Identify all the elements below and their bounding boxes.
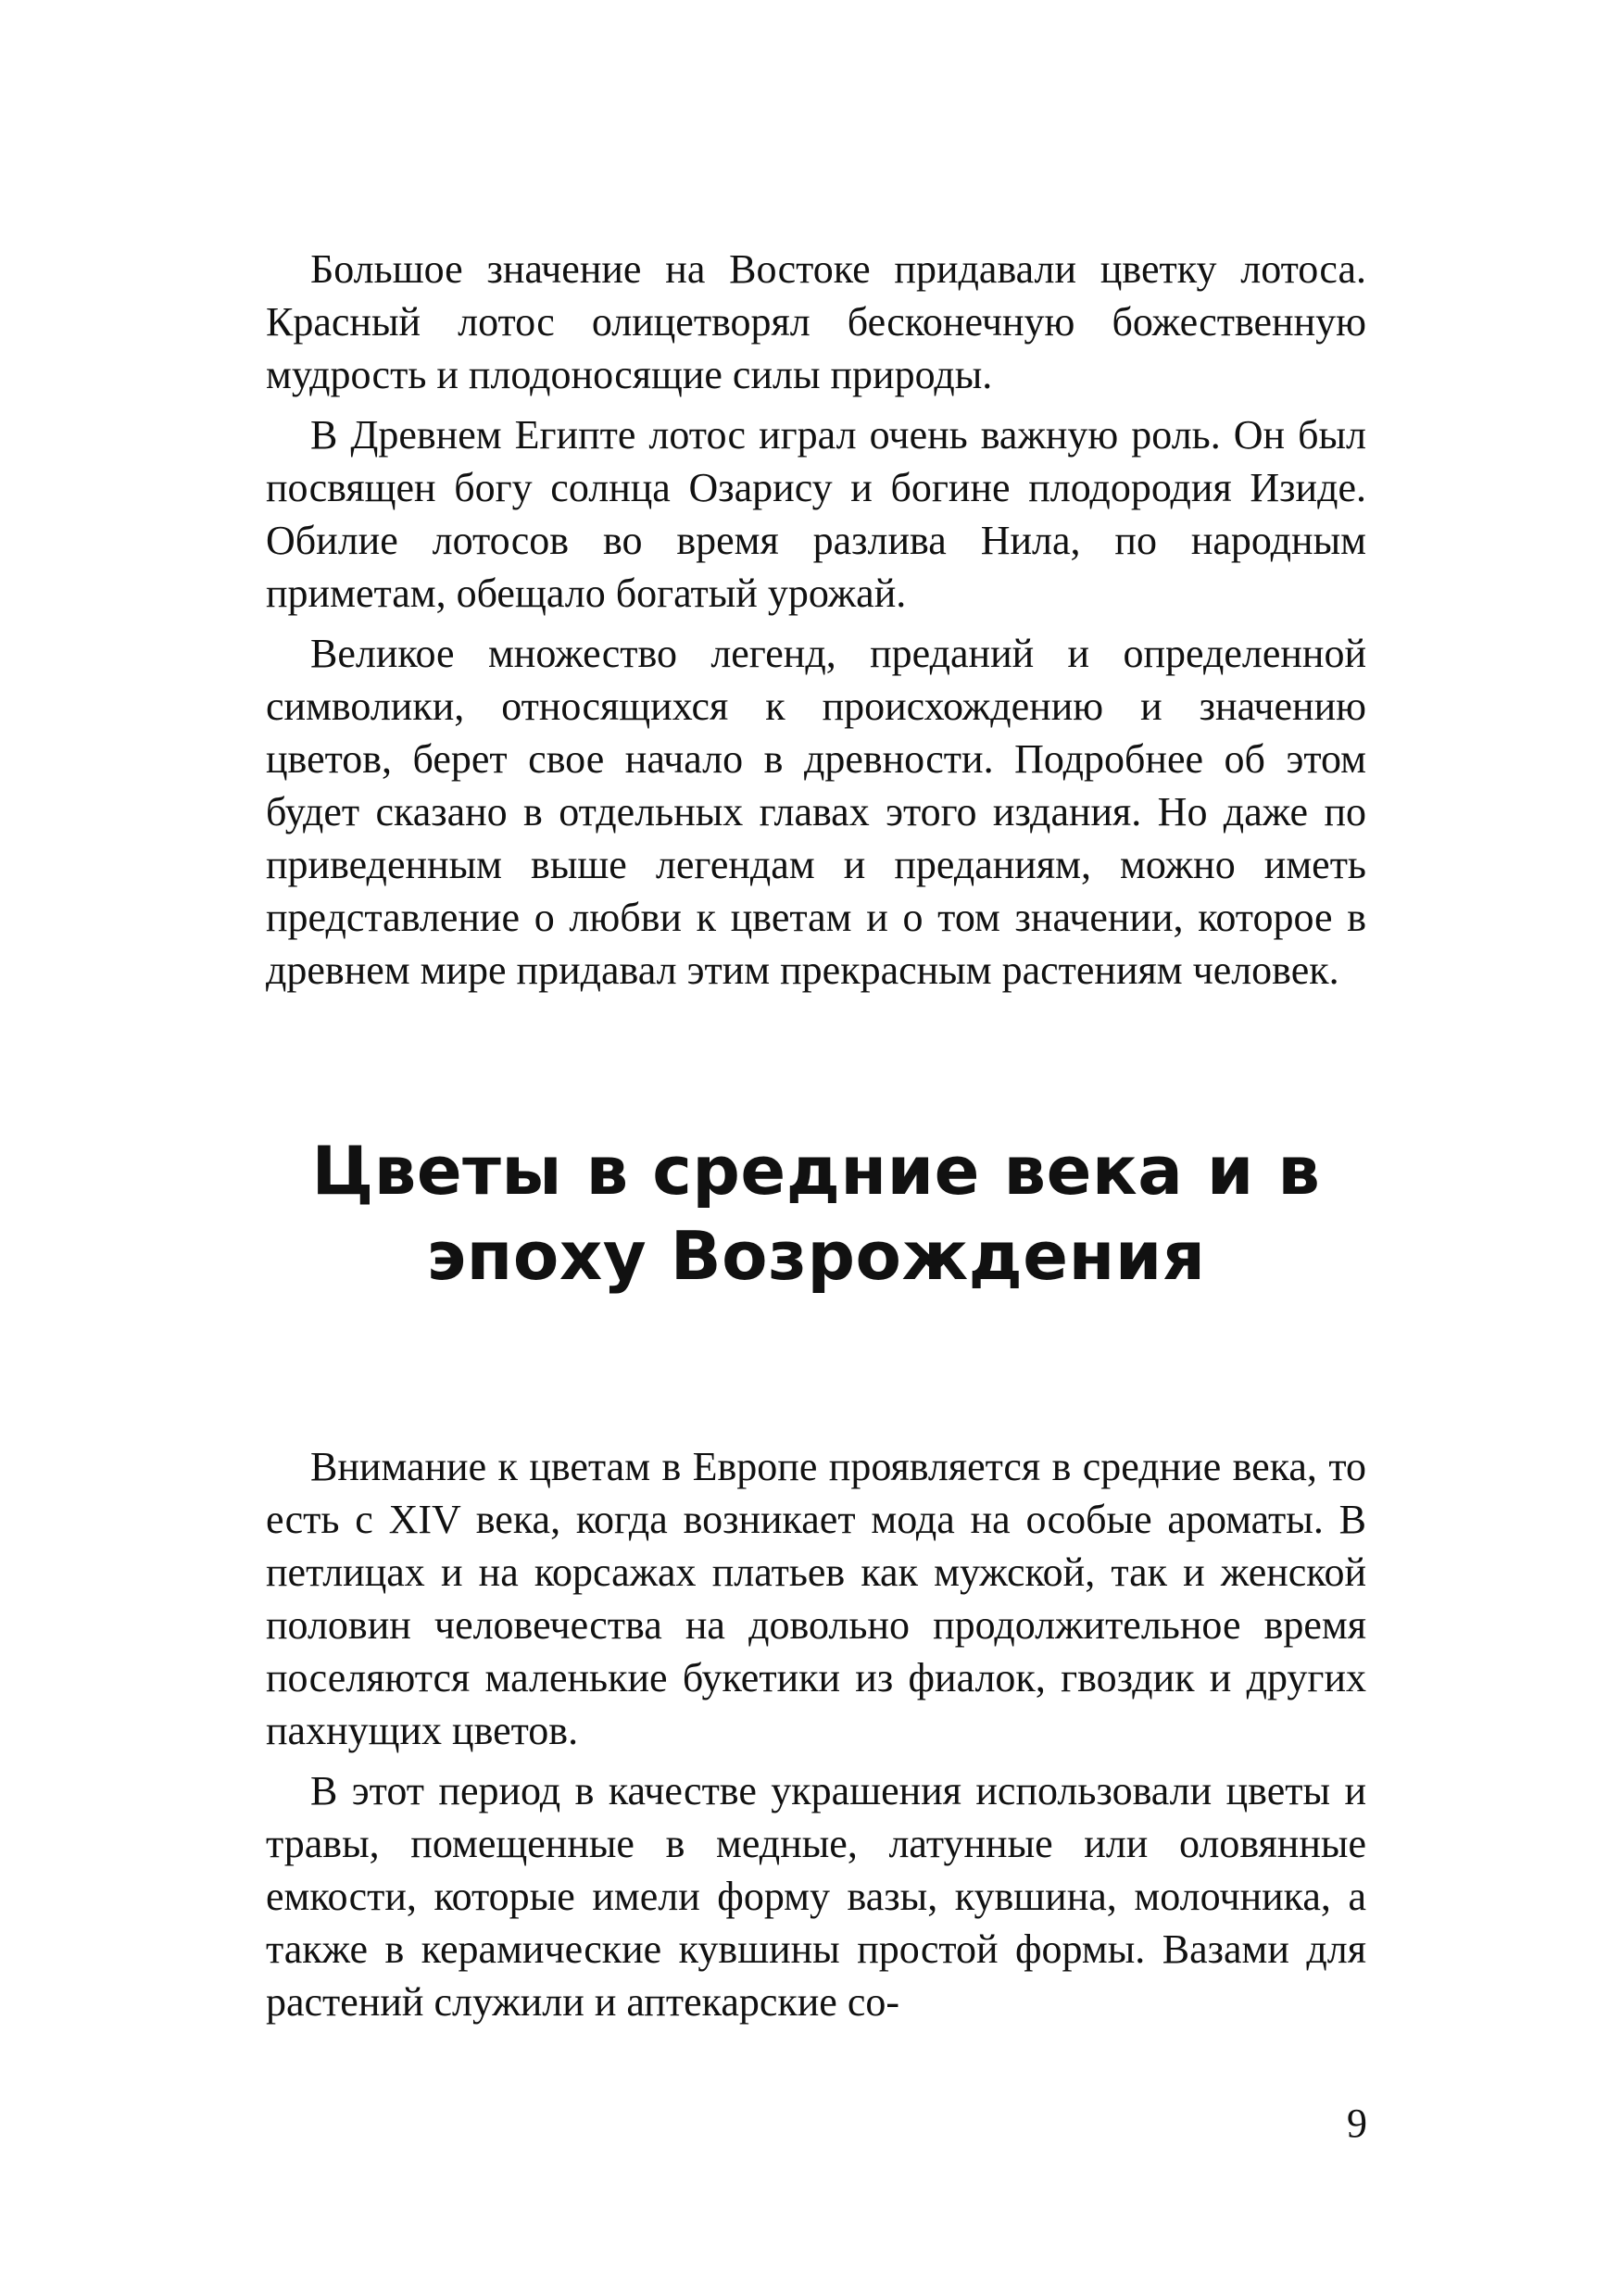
paragraph-lotus-egypt: В Древнем Египте лотос играл очень важную роль. Он был посвящен богу солнца Озарису и богине плодородия Изиде. Обилие лотосов во время разлива Нила, по народным приметам, обещало богатый урожай. bbox=[266, 412, 1366, 616]
page-number: 9 bbox=[1347, 2101, 1367, 2146]
paragraph-lotus-east: Большое значение на Востоке придавали цветку лотоса. Красный лотос олицетворял бесконечную божественную мудрость и плодоносящие силы природы. bbox=[266, 246, 1366, 397]
chapter-heading-line-2: эпоху Возрождения bbox=[426, 1217, 1206, 1295]
chapter-heading-line-1: Цветы в средние века и в bbox=[311, 1132, 1321, 1210]
chapter-heading bbox=[266, 1128, 1366, 1299]
text-section-bottom bbox=[266, 1440, 1366, 2036]
text-section-top bbox=[266, 243, 1366, 1004]
paragraph-middle-ages: Внимание к цветам в Европе проявляется в средние века, то есть с XIV века, когда возникает мода на особые ароматы. В петлицах и на корсажах платьев как мужской, так и женской половин человечества на довольно продолжительное время поселяются маленькие букетики из фиалок, гвоздик и других пахнущих цветов. bbox=[266, 1444, 1366, 1753]
paragraph-vases: В этот период в качестве украшения использовали цветы и травы, помещенные в медные, латунные или оловянные емкости, которые имели форму вазы, кувшина, молочника, а также в керамические кувшины простой формы. Вазами для растений служили и аптекарские со- bbox=[266, 1768, 1366, 2025]
paragraph-legends: Великое множество легенд, преданий и определенной символики, относящихся к происхождению и значению цветов, берет свое начало в древности. Подробнее об этом будет сказано в отдельных главах этого издания. Но даже по приведенным выше легендам и преданиям, можно иметь представление о любви к цветам и о том значении, которое в древнем мире придавал этим прекрасным растениям человек. bbox=[266, 631, 1366, 993]
